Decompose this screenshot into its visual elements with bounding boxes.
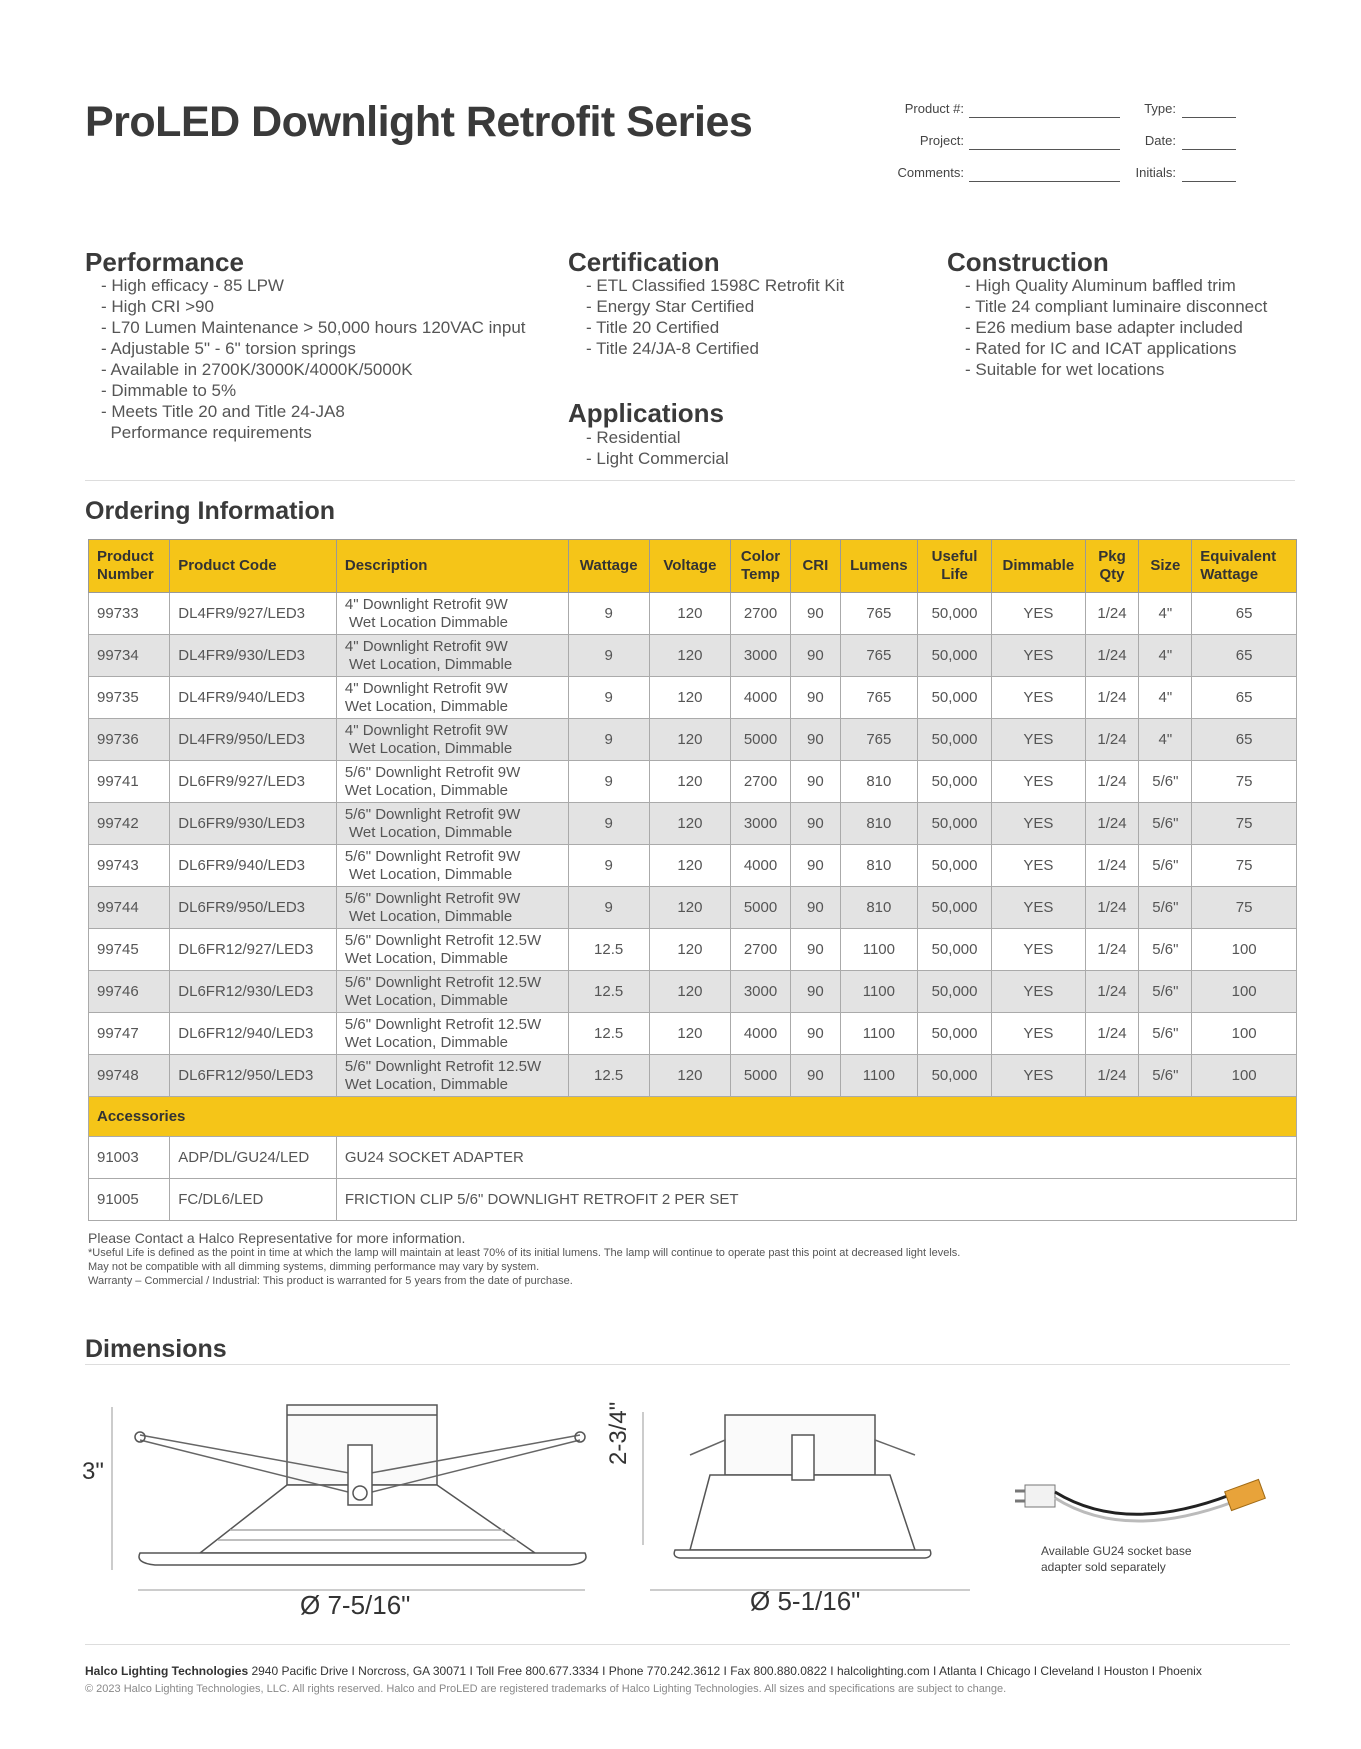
table-cell: YES [992, 803, 1085, 845]
table-row [89, 635, 1297, 677]
trim-flange [674, 1550, 931, 1558]
table-cell: 810 [840, 803, 917, 845]
accessories-header-row [89, 1097, 1297, 1137]
warranty-note: Warranty – Commercial / Industrial: This product is warranted for 5 years from the date of purchase. [88, 1275, 573, 1287]
table-cell: DL6FR9/940/LED3 [170, 845, 337, 887]
table-cell: 99745 [89, 929, 170, 971]
description-line: 4" Downlight Retrofit 9W [344, 595, 508, 613]
table-cell: 765 [840, 635, 917, 677]
table-cell: 75 [1192, 845, 1297, 887]
description-line: Wet Location, Dimmable [344, 1075, 508, 1093]
column-header: CRI [790, 540, 840, 593]
table-cell: 4000 [731, 1013, 791, 1055]
table-cell: 1/24 [1085, 887, 1139, 929]
table-cell: YES [992, 761, 1085, 803]
table-cell: 810 [840, 845, 917, 887]
table-cell: 100 [1192, 971, 1297, 1013]
table-cell: 2700 [731, 929, 791, 971]
table-row [89, 593, 1297, 635]
table-cell: 100 [1192, 1013, 1297, 1055]
table-cell: DL4FR9/927/LED3 [170, 593, 337, 635]
performance-item: - Dimmable to 5% [101, 381, 237, 400]
table-cell: 4000 [731, 845, 791, 887]
table-cell: 120 [649, 845, 730, 887]
construction-list [965, 275, 1267, 380]
table-cell: 9 [568, 593, 649, 635]
ordering-heading: Ordering Information [85, 497, 335, 525]
table-cell: 50,000 [917, 1055, 991, 1097]
description-line: Wet Location Dimmable [344, 613, 508, 631]
table-cell [336, 803, 568, 845]
accessory-row [89, 1179, 1297, 1221]
table-cell: 90 [790, 1055, 840, 1097]
table-cell: 90 [790, 719, 840, 761]
table-row [89, 929, 1297, 971]
table-cell: 50,000 [917, 593, 991, 635]
description-line: 5/6" Downlight Retrofit 9W [344, 805, 521, 823]
table-cell: 1/24 [1085, 845, 1139, 887]
divider [85, 1364, 1290, 1365]
column-header: Product Code [170, 540, 337, 593]
footer-copyright: © 2023 Halco Lighting Technologies, LLC. All rights reserved. Halco and ProLED are registered trademarks of Halco Lighting Technologies. All sizes and specifications are subject to change. [85, 1683, 1007, 1695]
table-cell: 99744 [89, 887, 170, 929]
table-cell: 3000 [731, 971, 791, 1013]
table-cell [336, 1013, 568, 1055]
height-label-small: 2-3/4" [605, 1401, 632, 1465]
large-retrofit-drawing [70, 1385, 610, 1615]
description-line: 5/6" Downlight Retrofit 9W [344, 889, 521, 907]
comments-field[interactable] [969, 180, 1120, 182]
small-retrofit-drawing [630, 1400, 990, 1600]
table-cell: 91003 [89, 1137, 170, 1179]
table-cell: DL6FR12/930/LED3 [170, 971, 337, 1013]
table-cell: 1/24 [1085, 971, 1139, 1013]
table-cell: 12.5 [568, 1055, 649, 1097]
table-cell: 120 [649, 677, 730, 719]
performance-item: - High CRI >90 [101, 297, 214, 316]
comments-label: Comments: [897, 165, 964, 180]
divider [85, 1644, 1290, 1645]
table-cell: 4" [1139, 677, 1192, 719]
description-line: Wet Location, Dimmable [344, 739, 513, 757]
performance-item: - High efficacy - 85 LPW [101, 276, 284, 295]
table-cell: 4000 [731, 677, 791, 719]
column-header: Lumens [840, 540, 917, 593]
table-cell: DL4FR9/950/LED3 [170, 719, 337, 761]
table-cell: 810 [840, 761, 917, 803]
table-cell: 3000 [731, 803, 791, 845]
column-header: Color Temp [731, 540, 791, 593]
table-cell: 99748 [89, 1055, 170, 1097]
table-cell: 50,000 [917, 719, 991, 761]
table-cell: YES [992, 929, 1085, 971]
table-cell: 9 [568, 887, 649, 929]
table-cell [336, 845, 568, 887]
construction-item: - E26 medium base adapter included [965, 318, 1243, 337]
construction-item: - Suitable for wet locations [965, 360, 1165, 379]
construction-item: - High Quality Aluminum baffled trim [965, 276, 1236, 295]
connector [1225, 1479, 1266, 1510]
column-header: Wattage [568, 540, 649, 593]
description-line: Wet Location, Dimmable [344, 949, 508, 967]
description-line: Wet Location, Dimmable [344, 907, 513, 925]
friction-clip-left [690, 1440, 725, 1470]
table-cell: DL4FR9/940/LED3 [170, 677, 337, 719]
certification-item: - Energy Star Certified [586, 297, 755, 316]
table-cell [336, 971, 568, 1013]
table-cell: 1100 [840, 1055, 917, 1097]
type-field[interactable] [1182, 116, 1236, 118]
product-field[interactable] [969, 116, 1120, 118]
construction-item: - Title 24 compliant luminaire disconnect [965, 297, 1268, 316]
table-cell: 1/24 [1085, 677, 1139, 719]
gu24-base [1025, 1485, 1055, 1507]
table-cell: 65 [1192, 719, 1297, 761]
date-label: Date: [1144, 133, 1176, 148]
accessory-row [89, 1137, 1297, 1179]
column-header: Dimmable [992, 540, 1085, 593]
divider [85, 480, 1295, 481]
table-cell: 50,000 [917, 761, 991, 803]
table-cell: YES [992, 677, 1085, 719]
table-cell: 5/6" [1139, 887, 1192, 929]
table-cell: 1/24 [1085, 719, 1139, 761]
table-cell: 9 [568, 719, 649, 761]
table-cell [336, 593, 568, 635]
table-cell: 9 [568, 845, 649, 887]
height-label-large: 3" [82, 1458, 104, 1485]
trim-body [690, 1475, 915, 1550]
table-cell [336, 1055, 568, 1097]
table-cell [336, 761, 568, 803]
table-cell: 120 [649, 929, 730, 971]
table-cell: 810 [840, 887, 917, 929]
table-cell: 5/6" [1139, 971, 1192, 1013]
table-cell: FRICTION CLIP 5/6" DOWNLIGHT RETROFIT 2 PER SET [336, 1179, 1296, 1221]
description-line: Wet Location, Dimmable [344, 865, 513, 883]
table-cell: 120 [649, 971, 730, 1013]
ordering-table [88, 539, 1297, 1221]
table-cell: 50,000 [917, 1013, 991, 1055]
table-cell: 4" [1139, 593, 1192, 635]
trim-flange [139, 1553, 586, 1565]
table-cell [336, 719, 568, 761]
table-cell: 120 [649, 635, 730, 677]
table-cell: 765 [840, 719, 917, 761]
table-row [89, 761, 1297, 803]
table-row [89, 1055, 1297, 1097]
table-cell: YES [992, 887, 1085, 929]
table-cell: 1/24 [1085, 929, 1139, 971]
diameter-label-large: Ø 7-5/16" [300, 1590, 411, 1620]
table-cell: 90 [790, 593, 840, 635]
column-header: Equivalent Wattage [1192, 540, 1297, 593]
adapter-caption: Available GU24 socket base adapter sold separately [1041, 1544, 1192, 1574]
date-field[interactable] [1182, 148, 1236, 150]
dimming-note: May not be compatible with all dimming systems, dimming performance may vary by system. [88, 1261, 540, 1273]
description-line: 4" Downlight Retrofit 9W [344, 637, 508, 655]
table-cell: 4" [1139, 635, 1192, 677]
description-line: 4" Downlight Retrofit 9W [344, 721, 508, 739]
table-cell: 120 [649, 719, 730, 761]
table-cell: DL6FR9/927/LED3 [170, 761, 337, 803]
table-cell: 2700 [731, 761, 791, 803]
table-cell: 90 [790, 635, 840, 677]
column-header: Voltage [649, 540, 730, 593]
initials-field[interactable] [1182, 180, 1236, 182]
table-cell: 5000 [731, 1055, 791, 1097]
table-cell: 765 [840, 593, 917, 635]
table-cell: 1/24 [1085, 635, 1139, 677]
construction-item: - Rated for IC and ICAT applications [965, 339, 1237, 358]
table-cell: 75 [1192, 803, 1297, 845]
table-cell: 100 [1192, 929, 1297, 971]
description-line: Wet Location, Dimmable [344, 1033, 508, 1051]
description-line: 5/6" Downlight Retrofit 12.5W [344, 1015, 542, 1033]
table-cell [336, 929, 568, 971]
accessories-label: Accessories [89, 1097, 1297, 1137]
description-line: 5/6" Downlight Retrofit 12.5W [344, 973, 542, 991]
table-cell: DL6FR12/950/LED3 [170, 1055, 337, 1097]
table-cell: 65 [1192, 677, 1297, 719]
table-cell: 90 [790, 1013, 840, 1055]
table-row [89, 887, 1297, 929]
table-cell: 120 [649, 1055, 730, 1097]
table-cell: 5/6" [1139, 1013, 1192, 1055]
table-cell: 5/6" [1139, 761, 1192, 803]
table-cell: YES [992, 719, 1085, 761]
contact-note: Please Contact a Halco Representative for more information. [88, 1230, 466, 1246]
table-cell: 99741 [89, 761, 170, 803]
certification-item: - Title 24/JA-8 Certified [586, 339, 759, 358]
table-cell: 120 [649, 593, 730, 635]
initials-label: Initials: [1135, 165, 1176, 180]
table-row [89, 1013, 1297, 1055]
table-cell: 9 [568, 761, 649, 803]
table-cell: 2700 [731, 593, 791, 635]
table-row [89, 803, 1297, 845]
table-cell: 91005 [89, 1179, 170, 1221]
table-cell: DL4FR9/930/LED3 [170, 635, 337, 677]
applications-heading: Applications [568, 398, 725, 428]
performance-item: - Available in 2700K/3000K/4000K/5000K [101, 360, 413, 379]
table-cell: YES [992, 971, 1085, 1013]
page-title: ProLED Downlight Retrofit Series [85, 98, 753, 146]
footer-contact [85, 1664, 1202, 1678]
performance-item: - L70 Lumen Maintenance > 50,000 hours 120VAC input [101, 318, 526, 337]
performance-item: - Adjustable 5" - 6" torsion springs [101, 339, 356, 358]
table-cell [336, 887, 568, 929]
certification-item: - Title 20 Certified [586, 318, 720, 337]
table-cell: 100 [1192, 1055, 1297, 1097]
table-row [89, 971, 1297, 1013]
friction-clip-right [875, 1440, 915, 1470]
table-cell: 50,000 [917, 677, 991, 719]
table-cell: 765 [840, 677, 917, 719]
table-cell: 50,000 [917, 635, 991, 677]
table-cell: 9 [568, 635, 649, 677]
table-cell: 75 [1192, 887, 1297, 929]
table-cell: 1100 [840, 971, 917, 1013]
description-line: Wet Location, Dimmable [344, 655, 513, 673]
column-header: Description [336, 540, 568, 593]
table-row [89, 719, 1297, 761]
table-cell: ADP/DL/GU24/LED [170, 1137, 337, 1179]
table-cell: 9 [568, 803, 649, 845]
notes [88, 1230, 960, 1288]
table-cell: 99742 [89, 803, 170, 845]
table-cell: 1/24 [1085, 1013, 1139, 1055]
table-cell: 120 [649, 1013, 730, 1055]
table-cell: DL6FR12/940/LED3 [170, 1013, 337, 1055]
applications-list [586, 427, 729, 469]
table-cell: 5000 [731, 887, 791, 929]
table-cell: 12.5 [568, 929, 649, 971]
table-cell: YES [992, 593, 1085, 635]
description-line: Wet Location, Dimmable [344, 697, 508, 715]
table-cell: 99747 [89, 1013, 170, 1055]
table-cell: 90 [790, 845, 840, 887]
table-cell: 90 [790, 803, 840, 845]
column-header: Pkg Qty [1085, 540, 1139, 593]
table-cell: 99734 [89, 635, 170, 677]
table-cell: 120 [649, 761, 730, 803]
table-cell: YES [992, 845, 1085, 887]
table-cell: YES [992, 1013, 1085, 1055]
description-line: Wet Location, Dimmable [344, 991, 508, 1009]
table-cell: 90 [790, 761, 840, 803]
diameter-label-small: Ø 5-1/16" [750, 1586, 861, 1616]
description-line: Wet Location, Dimmable [344, 823, 513, 841]
table-cell: 12.5 [568, 1013, 649, 1055]
table-cell: 9 [568, 677, 649, 719]
certification-list [586, 275, 844, 359]
description-line: 5/6" Downlight Retrofit 9W [344, 763, 521, 781]
table-cell: 1100 [840, 929, 917, 971]
table-cell: 5/6" [1139, 929, 1192, 971]
table-cell: DL6FR12/927/LED3 [170, 929, 337, 971]
bracket [792, 1435, 814, 1480]
table-cell: 90 [790, 887, 840, 929]
description-line: 5/6" Downlight Retrofit 12.5W [344, 931, 542, 949]
table-cell: 99743 [89, 845, 170, 887]
spring-bracket [348, 1445, 372, 1505]
table-cell: 90 [790, 677, 840, 719]
application-item: - Light Commercial [586, 449, 729, 468]
table-cell: 65 [1192, 593, 1297, 635]
description-line: 5/6" Downlight Retrofit 12.5W [344, 1057, 542, 1075]
adapter-wire-white [1055, 1498, 1233, 1521]
description-line: 4" Downlight Retrofit 9W [344, 679, 508, 697]
application-item: - Residential [586, 428, 681, 447]
certification-heading: Certification [568, 247, 720, 277]
performance-item: - Meets Title 20 and Title 24-JA8 [101, 402, 345, 421]
table-cell: 99733 [89, 593, 170, 635]
useful-life-note: *Useful Life is defined as the point in time at which the lamp will maintain at least 70% of its initial lumens. The lamp will continue to operate past this point at decreased light levels. [88, 1247, 961, 1259]
product-label: Product #: [904, 101, 964, 116]
table-cell: 50,000 [917, 971, 991, 1013]
gu24-adapter-image [1005, 1460, 1285, 1540]
type-label: Type: [1144, 101, 1176, 116]
table-cell: 5/6" [1139, 1055, 1192, 1097]
table-cell: 1/24 [1085, 803, 1139, 845]
table-row [89, 845, 1297, 887]
table-row [89, 677, 1297, 719]
table-cell: 99736 [89, 719, 170, 761]
table-cell: YES [992, 1055, 1085, 1097]
table-cell: 99735 [89, 677, 170, 719]
construction-heading: Construction [947, 247, 1109, 277]
table-cell: 4" [1139, 719, 1192, 761]
table-cell: 5/6" [1139, 803, 1192, 845]
table-cell: 1100 [840, 1013, 917, 1055]
table-cell [336, 677, 568, 719]
table-cell: GU24 SOCKET ADAPTER [336, 1137, 1296, 1179]
description-line: Wet Location, Dimmable [344, 781, 508, 799]
dimensions-heading: Dimensions [85, 1335, 227, 1363]
table-cell: 90 [790, 929, 840, 971]
project-label: Project: [919, 133, 964, 148]
column-header: Product Number [89, 540, 170, 593]
table-cell: 120 [649, 803, 730, 845]
table-header-row [89, 540, 1297, 593]
company-name: Halco Lighting Technologies [85, 1664, 249, 1678]
project-field[interactable] [969, 148, 1120, 150]
table-cell: 1/24 [1085, 593, 1139, 635]
table-cell: 1/24 [1085, 761, 1139, 803]
table-cell: 99746 [89, 971, 170, 1013]
table-cell: 120 [649, 887, 730, 929]
table-cell: 5000 [731, 719, 791, 761]
column-header: Size [1139, 540, 1192, 593]
table-cell [336, 635, 568, 677]
certification-item: - ETL Classified 1598C Retrofit Kit [586, 276, 845, 295]
table-cell: 50,000 [917, 803, 991, 845]
table-cell: DL6FR9/950/LED3 [170, 887, 337, 929]
table-cell: 65 [1192, 635, 1297, 677]
table-cell: FC/DL6/LED [170, 1179, 337, 1221]
table-cell: 50,000 [917, 887, 991, 929]
performance-list [101, 275, 526, 443]
table-cell: 3000 [731, 635, 791, 677]
company-address: 2940 Pacific Drive I Norcross, GA 30071 I Toll Free 800.677.3334 I Phone 770.242.3612 I Fax 800.880.0822 I halcolighting.com I Atlanta I Chicago I Cleveland I Houston I Phoenix [248, 1664, 1202, 1678]
table-cell: DL6FR9/930/LED3 [170, 803, 337, 845]
description-line: 5/6" Downlight Retrofit 9W [344, 847, 521, 865]
table-cell: 1/24 [1085, 1055, 1139, 1097]
table-cell: 90 [790, 971, 840, 1013]
table-cell: 12.5 [568, 971, 649, 1013]
table-cell: 75 [1192, 761, 1297, 803]
table-cell: 5/6" [1139, 845, 1192, 887]
table-cell: 50,000 [917, 929, 991, 971]
column-header: Useful Life [917, 540, 991, 593]
table-cell: YES [992, 635, 1085, 677]
performance-heading: Performance [85, 247, 244, 277]
performance-item: Performance requirements [101, 423, 312, 442]
table-cell: 50,000 [917, 845, 991, 887]
